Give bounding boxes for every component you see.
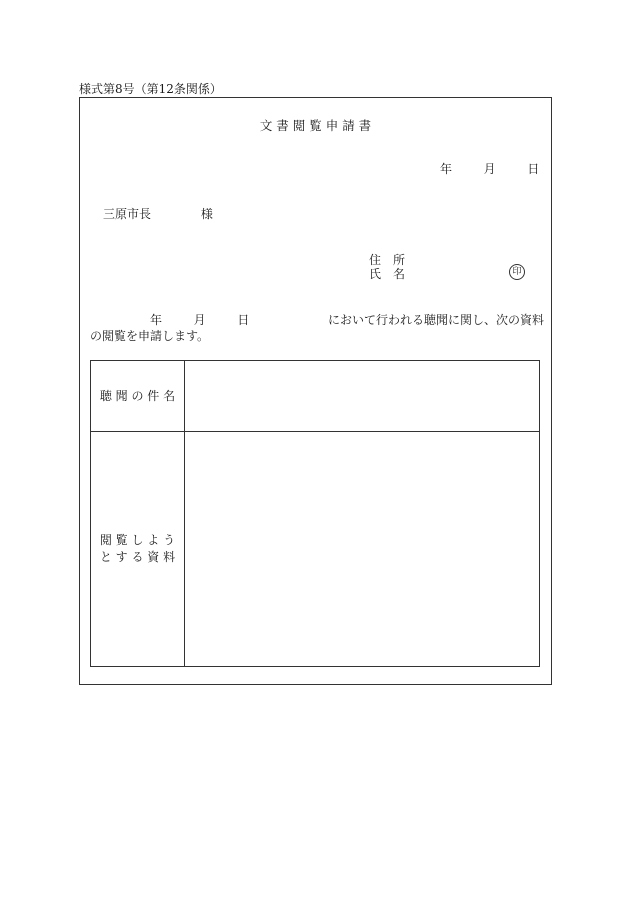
- date-month: 月: [483, 162, 496, 176]
- table-row-case-name: [91, 361, 539, 432]
- materials-field[interactable]: [185, 432, 539, 666]
- name-label: 氏 名: [369, 267, 406, 281]
- addressee: [103, 205, 213, 222]
- case-name-field[interactable]: [185, 361, 539, 431]
- request-table: [90, 360, 540, 667]
- hearing-month: 月: [193, 313, 206, 327]
- address-label: 住 所: [369, 253, 406, 267]
- addressee-name: 三原市長: [103, 207, 152, 221]
- materials-label-line2: と す る 資 料: [99, 550, 176, 564]
- table-row-materials: [91, 432, 539, 666]
- case-name-label: 聴 聞 の 件 名: [91, 361, 185, 431]
- addressee-honorific: 様: [200, 207, 213, 221]
- date-day: 日: [527, 162, 540, 176]
- form-number: 様式第8号（第12条関係）: [79, 82, 222, 96]
- request-text-line1: において行われる聴聞に関し、次の資料: [328, 313, 545, 327]
- application-date: [440, 160, 539, 177]
- materials-label-line1: 閲 覧 し よ う: [99, 533, 176, 547]
- seal-mark: 印: [509, 264, 525, 280]
- request-text-line2: の閲覧を申請します。: [90, 329, 210, 343]
- date-year: 年: [440, 162, 453, 176]
- hearing-year: 年: [150, 313, 163, 327]
- hearing-day: 日: [237, 313, 250, 327]
- hearing-date: [150, 311, 249, 328]
- materials-label: [91, 432, 185, 666]
- document-title: 文 書 閲 覧 申 請 書: [259, 118, 372, 133]
